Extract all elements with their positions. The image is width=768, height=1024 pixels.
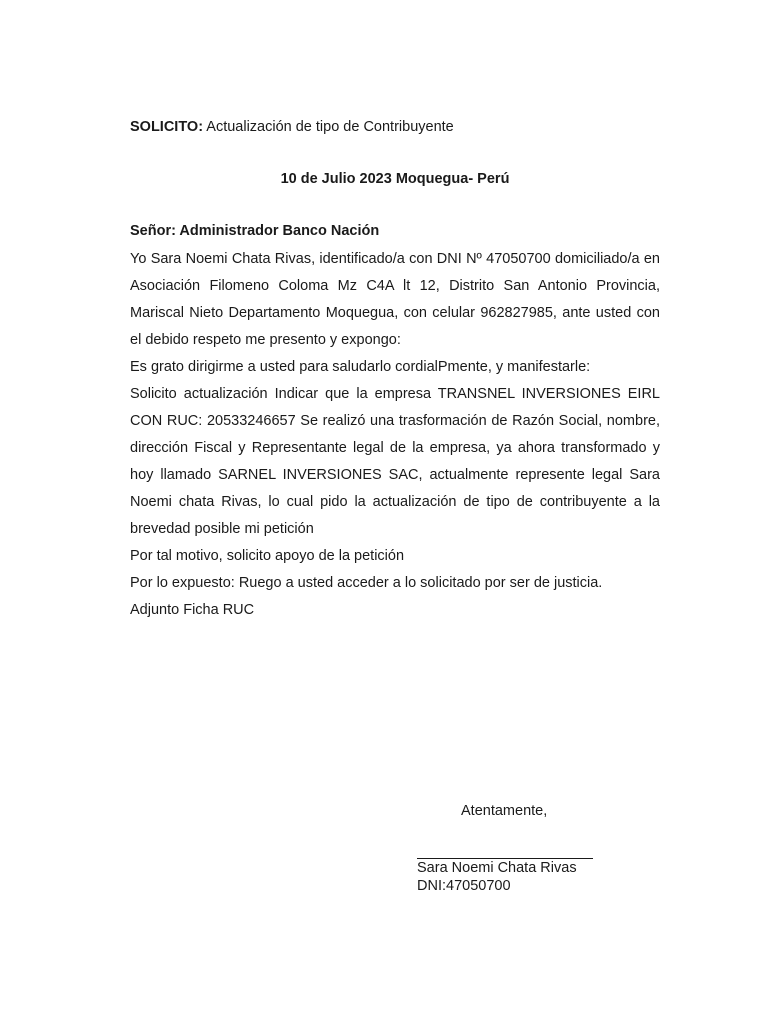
paragraph-request: Solicito actualización Indicar que la empresa TRANSNEL INVERSIONES EIRL CON RUC: 20533246657 Se realizó una trasformación de Razón Social, nombre, dirección Fiscal y Representante legal de la empresa, ya ahora transformado y hoy llamado SARNEL INVERSIONES SAC, actualmente represente legal Sara Noemi chata Rivas, lo cual pido la actualización de tipo de contribuyente a la brevedad posible mi petición [130, 386, 660, 537]
letter-body [130, 246, 660, 624]
paragraph-attachment: Adjunto Ficha RUC [130, 602, 255, 618]
paragraph-introduction: Yo Sara Noemi Chata Rivas, identificado/a con DNI Nº 47050700 domiciliado/a en Asociación Filomeno Coloma Mz C4A lt 12, Distrito San Antonio Provincia, Mariscal Nieto Departamento Moquegua, con celular 962827985, ante usted con el debido respeto me presento y expongo: [130, 251, 660, 348]
date-place: 10 de Julio 2023 Moquegua- Perú [280, 171, 510, 187]
addressee: Señor: Administrador Banco Nación [130, 223, 380, 239]
paragraph-motive: Por tal motivo, solicito apoyo de la petición [130, 548, 405, 564]
subject-text: Actualización de tipo de Contribuyente [203, 119, 454, 135]
subject-line [130, 118, 454, 136]
signature-block [417, 858, 593, 895]
subject-label: SOLICITO: [130, 119, 204, 135]
closing: Atentamente, [461, 803, 548, 819]
paragraph-greeting: Es grato dirigirme a usted para saludarlo cordialPmente, y manifestarle: [130, 359, 591, 375]
paragraph-plea: Por lo expuesto: Ruego a usted acceder a lo solicitado por ser de justicia. [130, 575, 603, 591]
signer-name: Sara Noemi Chata Rivas [417, 860, 577, 876]
signer-id: DNI:47050700 [417, 878, 511, 894]
